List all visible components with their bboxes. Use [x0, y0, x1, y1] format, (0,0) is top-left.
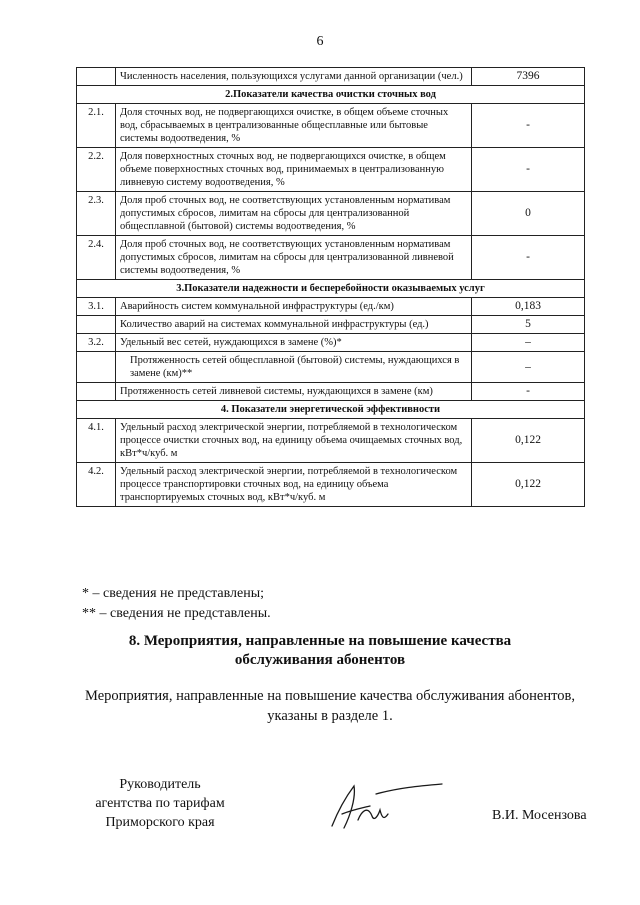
row-text: Количество аварий на системах коммунальной инфраструктуры (ед.): [116, 316, 472, 334]
row-text: Доля сточных вод, не подвергающихся очистке, в общем объеме сточных вод, сбрасываемых в централизованные общесплавные или бытовые системы водоотведения, %: [116, 104, 472, 148]
row-text: Протяженность сетей ливневой системы, нуждающихся в замене (км): [116, 383, 472, 401]
signer-name: В.И. Мосензова: [492, 808, 587, 823]
section-header-row: [77, 86, 585, 104]
row-number: 2.3.: [77, 192, 116, 236]
row-number: 2.2.: [77, 148, 116, 192]
row-text: Доля проб сточных вод, не соответствующих установленным нормативам допустимых сбросов, лимитам на сбросы для централизованной общесплавной (бытовой) системы водоотведения, %: [116, 192, 472, 236]
row-number: 3.1.: [77, 298, 116, 316]
row-text: Доля поверхностных сточных вод, не подвергающихся очистке, в общем объеме поверхностных сточных вод, принимаемых в централизованную ливневую систему водоотведения, %: [116, 148, 472, 192]
handwritten-signature: [318, 776, 448, 836]
row-value: –: [472, 352, 585, 383]
row-number: [77, 68, 116, 86]
row-text: Удельный расход электрической энергии, потребляемой в технологическом процессе транспортировки сточных вод, на единицу объема транспортируемых сточных вод, кВт*ч/куб. м: [116, 463, 472, 507]
row-number: 4.2.: [77, 463, 116, 507]
signer-position-line3: Приморского края: [105, 815, 215, 830]
table-row: [77, 148, 585, 192]
row-value: -: [472, 236, 585, 280]
row-number: 2.1.: [77, 104, 116, 148]
footnote-1: * – сведения не представлены;: [82, 586, 265, 601]
row-number: [77, 352, 116, 383]
row-text: Доля проб сточных вод, не соответствующих установленным нормативам допустимых сбросов, лимитам на сбросы для централизованной ливневой системы водоотведения, %: [116, 236, 472, 280]
row-number: [77, 383, 116, 401]
row-number: 2.4.: [77, 236, 116, 280]
row-value: 0,122: [472, 463, 585, 507]
section-8-paragraph-line2: указаны в разделе 1.: [267, 708, 393, 724]
table-row: [77, 383, 585, 401]
section-8-paragraph: [60, 686, 600, 726]
signer-position: [80, 775, 240, 832]
page-number: 6: [316, 34, 324, 49]
row-value: 7396: [472, 68, 585, 86]
table-row: [77, 298, 585, 316]
section-8-paragraph-line1: Мероприятия, направленные на повышение качества обслуживания абонентов,: [85, 688, 575, 704]
table-row-population: [77, 68, 585, 86]
section-title: 3.Показатели надежности и бесперебойности оказываемых услуг: [77, 280, 585, 298]
section-title: 2.Показатели качества очистки сточных вод: [77, 86, 585, 104]
section-8-heading: [0, 632, 640, 670]
row-value: 0,122: [472, 419, 585, 463]
section-header-row: [77, 401, 585, 419]
footnote-2: ** – сведения не представлены.: [82, 606, 271, 621]
row-text: Аварийность систем коммунальной инфраструктуры (ед./км): [116, 298, 472, 316]
table-row: [77, 419, 585, 463]
signer-position-line1: Руководитель: [119, 777, 201, 792]
row-value: 0,183: [472, 298, 585, 316]
table-row: [77, 316, 585, 334]
table-row: [77, 236, 585, 280]
row-number: 3.2.: [77, 334, 116, 352]
signer-position-line2: агентства по тарифам: [95, 796, 225, 811]
row-number: [77, 316, 116, 334]
row-number: 4.1.: [77, 419, 116, 463]
row-value: 5: [472, 316, 585, 334]
section-8-heading-line2: обслуживания абонентов: [234, 652, 406, 668]
indicators-table: [76, 67, 585, 507]
section-header-row: [77, 280, 585, 298]
row-value: 0: [472, 192, 585, 236]
row-text: Численность населения, пользующихся услугами данной организации (чел.): [116, 68, 472, 86]
row-value: -: [472, 148, 585, 192]
row-value: –: [472, 334, 585, 352]
table-row: [77, 334, 585, 352]
table-row: [77, 192, 585, 236]
row-text: Удельный вес сетей, нуждающихся в замене (%)*: [116, 334, 472, 352]
section-8-heading-line1: 8. Мероприятия, направленные на повышение качества: [128, 633, 512, 649]
row-text: Протяженность сетей общесплавной (бытовой) системы, нуждающихся в замене (км)**: [116, 352, 472, 383]
table-row: [77, 104, 585, 148]
row-value: -: [472, 104, 585, 148]
row-value: -: [472, 383, 585, 401]
table-row: [77, 463, 585, 507]
row-text: Удельный расход электрической энергии, потребляемой в технологическом процессе очистки сточных вод, на единицу объема очищаемых сточных вод, кВт*ч/куб. м: [116, 419, 472, 463]
table-row: [77, 352, 585, 383]
section-title: 4. Показатели энергетической эффективности: [77, 401, 585, 419]
